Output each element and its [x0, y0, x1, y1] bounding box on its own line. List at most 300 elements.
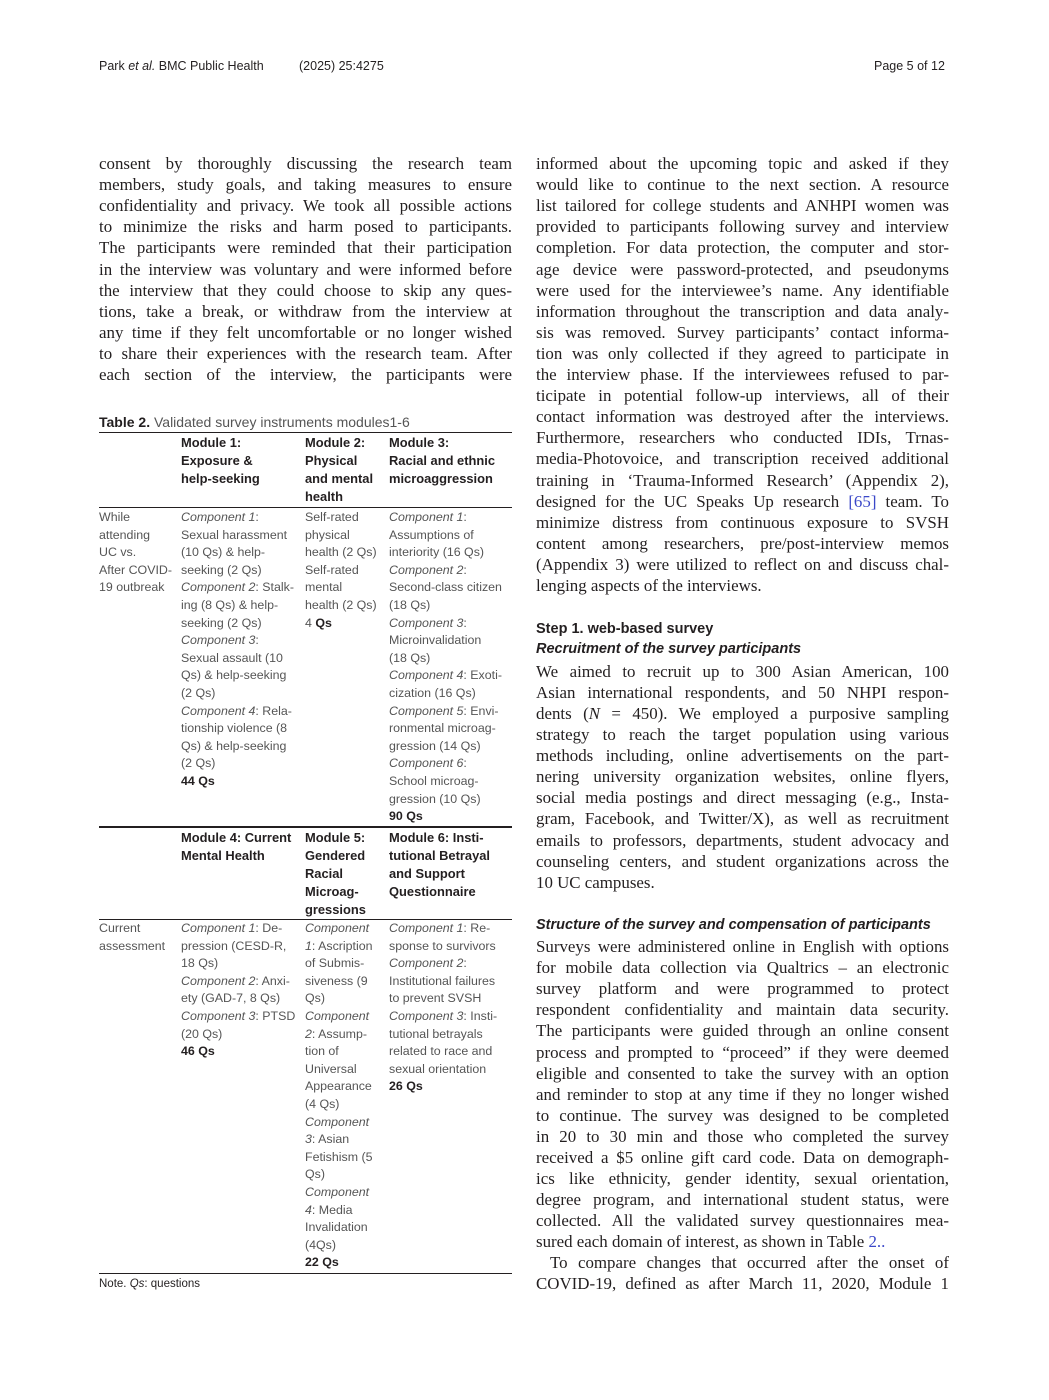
cell-text: Fetishism (5: [305, 1149, 373, 1164]
table-row-label-line: Current: [99, 921, 141, 935]
table-cell-line: [389, 1026, 497, 1044]
cell-text: Assumptions of: [389, 527, 474, 542]
table-cell-line: [181, 738, 294, 756]
cell-text: : Envi-: [463, 703, 499, 718]
component-name: 3: [305, 1132, 312, 1147]
table-cell-line: [181, 615, 294, 633]
header-authors: Park: [99, 59, 129, 73]
cell-text: Microinvalidation: [389, 633, 482, 648]
paragraph-line: to share their experiences with the research team. After: [99, 343, 512, 363]
paragraph-line: provided to participants following survey and interview: [536, 217, 949, 237]
cell-text: :: [463, 956, 467, 971]
cell-text: :: [463, 756, 467, 771]
table-header-line: Gendered: [305, 848, 366, 863]
table-cell-line: [305, 1131, 373, 1149]
paragraph-line: confidentiality and privacy. We took all possible actions: [99, 196, 512, 216]
paragraph-line: sis was removed. Survey participants’ contact informa-: [536, 322, 949, 342]
sample-size-lead: dents (: [536, 704, 589, 723]
table-cell-line: [389, 1043, 497, 1061]
table-row-label-line: attending: [99, 527, 150, 542]
table-cell-line: [305, 1219, 373, 1237]
cell-text: (4Qs): [305, 1237, 336, 1252]
cell-text: (20 Qs): [181, 1026, 223, 1041]
paragraph-line: process and prompted to “proceed” if they were deemed: [536, 1042, 949, 1062]
table-cell-line: [389, 562, 502, 580]
paragraph-line: for mobile data collection via Qualtrics – an electronic: [536, 958, 949, 978]
component-name: Component 4: [181, 703, 256, 718]
sample-size-trail: = 450). We employed a purposive sampling: [599, 704, 949, 723]
paragraph-line: members, study goals, and taking measures to ensure: [99, 175, 512, 195]
paragraph-line: training in ‘Trauma-Informed Research’ (Appendix 2),: [536, 470, 949, 490]
paragraph-line: each section of the interview, the participants were: [99, 365, 512, 384]
table-cell-line: [389, 990, 497, 1008]
component-name: 4: [305, 1202, 312, 1217]
component-name: 2: [305, 1026, 312, 1041]
cell-text: health (2 Qs): [305, 597, 377, 612]
cell-text: (4 Qs): [305, 1096, 340, 1111]
table-cell-line: [181, 720, 294, 738]
table-bottom-rule: [99, 1273, 512, 1274]
table-cell-line: [305, 597, 377, 615]
table-note-abbr: Qs: [129, 1278, 145, 1290]
citation-lead: designed for the UC Speaks Up research: [536, 492, 849, 511]
table-note-text: : questions: [144, 1278, 201, 1290]
header-et-al: et al.: [128, 59, 156, 73]
table-ref-lead: sured each domain of interest, as shown in Table: [536, 1232, 869, 1251]
paragraph-line: content among researchers, pre/post-interview memos: [536, 534, 949, 554]
cell-text: mental: [305, 580, 343, 595]
paragraph-line: emails to professors, departments, student advocacy and: [536, 830, 949, 850]
table-note: [99, 1276, 200, 1292]
paragraph-line: in the interview was voluntary and were informed before: [99, 259, 512, 279]
paragraph-line: counseling centers, and student organizations across the: [536, 851, 949, 871]
paragraph-line: [536, 703, 949, 725]
paragraph-line: ics like ethnicity, gender identity, sexual orientation,: [536, 1169, 949, 1189]
component-name: Component: [305, 1114, 370, 1129]
paragraph-line: [536, 491, 949, 513]
cell-text: Institutional failures: [389, 973, 496, 988]
paragraph-line: social media postings and direct messaging (e.g., Insta-: [536, 788, 949, 808]
paragraph-line: age device were password-protected, and pseudonyms: [536, 259, 949, 279]
paragraph-line: methods including, online advertisements on the part-: [536, 746, 949, 766]
cell-text: :: [463, 562, 467, 577]
cell-text: : Media: [311, 1202, 353, 1217]
table-cell-line: [305, 955, 373, 973]
table-cell-line: [305, 938, 373, 956]
paragraph-line: gram, Facebook, and Twitter/X), as well as recruitment: [536, 809, 949, 829]
table-cell-line: [181, 544, 294, 562]
table-cell-line: [181, 1043, 295, 1061]
cell-text: ing (8 Qs) & help-: [181, 597, 279, 612]
table-cell-line: [389, 703, 502, 721]
cell-text: related to race and: [389, 1044, 493, 1059]
table-header-line: Module 1:: [181, 435, 242, 450]
paragraph-line: Surveys were administered online in English with options: [536, 937, 949, 956]
table-cell-line: [389, 808, 502, 826]
table-cell-line: [305, 615, 377, 633]
table-cell-line: [305, 1008, 373, 1026]
table-cell-module-3: [389, 509, 502, 826]
table-cell-line: [181, 667, 294, 685]
cell-text: (18 Qs): [389, 650, 431, 665]
table-mid-rule: [99, 826, 512, 828]
table-header-line: health: [305, 489, 343, 504]
paragraph-line: information throughout the transcription and data analy-: [536, 301, 949, 321]
table-header-line: Microag-: [305, 884, 359, 899]
cell-text: : Insti-: [463, 1008, 498, 1023]
cell-text: gression (10 Qs): [389, 791, 481, 806]
table-cell-line: [181, 938, 295, 956]
cell-text: Qs) & help-seeking: [181, 738, 287, 753]
paragraph-line: Furthermore, researchers who conducted IDIs, Trnas-: [536, 428, 949, 448]
table-cell-line: [305, 1078, 373, 1096]
table-cell-line: [305, 1096, 373, 1114]
cell-text: : Rela-: [255, 703, 292, 718]
table-cell-line: [181, 973, 295, 991]
table-header-line: Module 5:: [305, 830, 366, 845]
table-cell-line: [389, 955, 497, 973]
cell-text: ronmental microag-: [389, 721, 496, 736]
table-cell-line: [305, 562, 377, 580]
table-cell-line: [305, 1184, 373, 1202]
cell-text: (10 Qs) & help-: [181, 545, 266, 560]
table-cell-line: [181, 955, 295, 973]
table-cell-line: [181, 527, 294, 545]
paragraph-line: to continue. The survey was designed to be completed: [536, 1105, 949, 1125]
paragraph-line: [536, 1231, 949, 1253]
cell-text: (18 Qs): [389, 597, 431, 612]
paragraph-line: consent by thoroughly discussing the research team: [99, 154, 512, 173]
right-column: [536, 153, 949, 1303]
table-cell-line: [181, 990, 295, 1008]
table-cell-line: [181, 1026, 295, 1044]
table-top-rule: [99, 432, 512, 433]
component-name: Component 2: [389, 562, 464, 577]
table-header-line: and mental: [305, 471, 374, 486]
table-caption: Validated survey instruments modules1-6: [153, 414, 410, 430]
table-cell-line: [181, 650, 294, 668]
component-name: Component 1: [389, 921, 464, 935]
paragraph-line: 10 UC campuses.: [536, 872, 655, 892]
table-cell-line: [305, 1202, 373, 1220]
table-row-label-line: While: [99, 510, 130, 524]
cell-text: :: [255, 633, 259, 648]
table-cell-line: [181, 562, 294, 580]
question-total: 90 Qs: [389, 809, 423, 824]
cell-text: : De-: [255, 921, 283, 935]
table-cell-line: [389, 685, 502, 703]
component-name: Component 3: [181, 633, 256, 648]
paragraph-line: tions, take a break, or withdraw from the interview at: [99, 301, 512, 321]
table-header-line: tutional Betrayal: [389, 848, 490, 863]
cell-text: (2 Qs): [181, 756, 216, 771]
question-total: 44 Qs: [181, 773, 215, 788]
running-header: [99, 59, 264, 73]
table-header-line: Module 3:: [389, 435, 450, 450]
paragraph-line: would like to continue to the next section. A resource: [536, 175, 949, 195]
paragraph-line: any time if they felt uncomfortable or no longer wished: [99, 322, 512, 342]
table-header-module-3: [389, 434, 495, 488]
table-header-module-4: [181, 829, 291, 865]
component-name: Component 1: [389, 510, 464, 524]
table-row-label-line: After COVID-: [99, 562, 172, 577]
paragraph-line: media-Photovoice, and transcription received additional: [536, 449, 949, 469]
table-cell-line: [181, 632, 294, 650]
cell-text: Qs): [305, 1167, 325, 1182]
table-header-module-6: [389, 829, 490, 901]
table-cell-line: [389, 1008, 497, 1026]
cell-text: Self-rated: [305, 562, 359, 577]
table-cell-line: [305, 990, 373, 1008]
paragraph-line: informed about the upcoming topic and asked if they: [536, 154, 949, 173]
cell-text: :: [463, 510, 467, 524]
table-header-line: Racial and ethnic: [389, 453, 496, 468]
table-note-prefix: Note.: [99, 1278, 130, 1290]
table-cell-line: [305, 579, 377, 597]
paragraph-line: eligible and consented to take the survey with an option: [536, 1063, 949, 1083]
cell-text: cization (16 Qs): [389, 685, 476, 700]
cell-text: : Asian: [311, 1132, 350, 1147]
paragraph-line: the interview that they could choose to skip any ques-: [99, 280, 512, 300]
component-name: Component 2: [389, 956, 464, 971]
component-name: Component 6: [389, 756, 464, 771]
table-header-module-5: [305, 829, 366, 919]
question-total: 26 Qs: [389, 1079, 423, 1094]
cell-text: tion of: [305, 1044, 339, 1059]
table-cell-line: [305, 1043, 373, 1061]
table-cell-line: [389, 544, 502, 562]
table-cell-line: [389, 791, 502, 809]
table-row-label-current-assessment: [99, 920, 165, 955]
paragraph-line: tion was only collected if they agreed to participate in: [536, 343, 949, 363]
paragraph-line: nering university organization websites, online flyers,: [536, 767, 949, 787]
sample-size-variable: N: [588, 704, 600, 723]
component-name: Component 2: [181, 973, 256, 988]
table-cell-module-5: [305, 920, 373, 1272]
table-cell-line: [389, 667, 502, 685]
section-heading-step-1: Step 1. web-based survey: [536, 621, 714, 637]
component-name: Component: [305, 1008, 370, 1023]
citation-ref-65[interactable]: [65]: [848, 492, 877, 511]
table-cell-line: [305, 527, 377, 545]
table-2-link[interactable]: 2.: [868, 1232, 882, 1251]
table-cell-line: [181, 1008, 295, 1026]
cell-text: : Exoti-: [463, 668, 502, 683]
paragraph-line: Asian international respondents, and 50 NHPI respon-: [536, 683, 949, 703]
question-total: Qs: [315, 615, 332, 630]
component-name: Component: [305, 1184, 370, 1199]
table-cell-line: [305, 973, 373, 991]
table-cell-module-4: [181, 920, 295, 1061]
table-cell-line: [389, 773, 502, 791]
citation-trail: team. To: [876, 492, 949, 511]
component-name: Component 1: [181, 510, 256, 524]
paragraph-line: ticipate in potential follow-up interviews, all of their: [536, 386, 949, 406]
cell-text: seeking (2 Qs): [181, 615, 262, 630]
table-cell-line: [181, 920, 295, 938]
table-header-line: Physical: [305, 453, 358, 468]
cell-text: sexual orientation: [389, 1061, 487, 1076]
table-cell-line: [181, 685, 294, 703]
table-header-line: gressions: [305, 902, 366, 917]
cell-text: gression (14 Qs): [389, 738, 481, 753]
paragraph-line: To compare changes that occurred after the onset of: [550, 1253, 949, 1272]
table-header-line: Mental Health: [181, 848, 265, 863]
paragraph-line: to minimize the risks and harm posed to participants.: [99, 217, 512, 237]
table-cell-line: [389, 738, 502, 756]
cell-text: 4: [305, 615, 316, 630]
table-cell-line: [305, 1114, 373, 1132]
component-name: Component 3: [389, 1008, 464, 1023]
table-cell-line: [389, 1078, 497, 1096]
subsection-heading-recruitment: Recruitment of the survey participants: [536, 641, 802, 657]
cell-text: : Re-: [463, 921, 491, 935]
table-cell-line: [305, 509, 377, 527]
table-header-module-1: [181, 434, 260, 488]
table-header-line: and Support: [389, 866, 465, 881]
cell-text: :: [255, 510, 259, 524]
paragraph-line: contact information was destroyed after the interviews.: [536, 407, 949, 427]
paragraph-line: (Appendix 3) were utilized to reflect on and discuss chal-: [536, 555, 949, 575]
cell-text: : Ascription: [311, 938, 373, 953]
table-cell-line: [305, 1026, 373, 1044]
paragraph-line: strategy to reach the target population using various: [536, 725, 949, 744]
paragraph-line: list tailored for college students and ANHPI women was: [536, 196, 949, 216]
component-name: Component: [305, 921, 370, 935]
cell-text: health (2 Qs): [305, 545, 377, 560]
cell-text: physical: [305, 527, 350, 542]
cell-text: School microag-: [389, 773, 479, 788]
table-cell-line: [389, 597, 502, 615]
cell-text: of Submis-: [305, 956, 365, 971]
cell-text: Invalidation: [305, 1220, 368, 1235]
component-name: Component 4: [389, 668, 464, 683]
table-header-line: Exposure &: [181, 453, 253, 468]
table-header-line: Module 4: Current: [181, 830, 292, 845]
table-cell-line: [389, 509, 502, 527]
table-header-line: Module 2:: [305, 435, 366, 450]
cell-text: to prevent SVSH: [389, 991, 482, 1006]
table-cell-line: [389, 579, 502, 597]
table-cell-line: [389, 632, 502, 650]
table-cell-line: [181, 509, 294, 527]
cell-text: tionship violence (8: [181, 721, 288, 736]
paragraph-line: The participants were reminded that their participation: [99, 238, 512, 258]
component-name: Component 3: [389, 615, 464, 630]
cell-text: interiority (16 Qs): [389, 545, 485, 560]
question-total: 22 Qs: [305, 1255, 339, 1270]
table-cell-module-1: [181, 509, 294, 791]
header-journal: BMC Public Health: [155, 59, 264, 73]
cell-text: ety (GAD-7, 8 Qs): [181, 991, 281, 1006]
paragraph-line: We aimed to recruit up to 300 Asian American, 100: [536, 662, 949, 681]
cell-text: seeking (2 Qs): [181, 562, 262, 577]
cell-text: pression (CESD-R,: [181, 938, 287, 953]
component-name: Component 1: [181, 921, 256, 935]
paragraph-line: and reminder to stop at any time if they no longer wished: [536, 1084, 949, 1104]
cell-text: 18 Qs): [181, 956, 219, 971]
component-name: Component 2: [181, 580, 256, 595]
table-ref-trail: .: [881, 1232, 886, 1251]
table-cell-line: [389, 938, 497, 956]
table-cell-line: [181, 703, 294, 721]
table-cell-line: [181, 755, 294, 773]
table-row-label-line: assessment: [99, 938, 166, 953]
paragraph-line: survey platform and were programmed to protect: [536, 979, 949, 999]
paragraph-line: degree program, and international student status, were: [536, 1190, 949, 1210]
component-name: Component 5: [389, 703, 464, 718]
cell-text: : Assump-: [311, 1026, 367, 1041]
table-cell-line: [305, 1149, 373, 1167]
cell-text: Qs) & help-seeking: [181, 668, 287, 683]
table-cell-line: [389, 720, 502, 738]
paragraph-line: the interview phase. If the interviewees refused to par-: [536, 365, 949, 384]
table-cell-line: [389, 973, 497, 991]
cell-text: :: [463, 615, 467, 630]
component-name: Component 3: [181, 1008, 256, 1023]
cell-text: tutional betrayals: [389, 1026, 483, 1041]
cell-text: Universal: [305, 1061, 357, 1076]
cell-text: Appearance: [305, 1079, 372, 1094]
table-cell-module-2: [305, 509, 377, 632]
table-row-label-line: 19 outbreak: [99, 580, 165, 595]
table-cell-line: [305, 1237, 373, 1255]
table-cell-line: [389, 650, 502, 668]
table-cell-module-6: [389, 920, 497, 1096]
paragraph-line: The participants were guided through an online consent: [536, 1021, 949, 1041]
cell-text: (2 Qs): [181, 685, 216, 700]
cell-text: : Anxi-: [255, 973, 290, 988]
header-page-number: Page 5 of 12: [874, 59, 945, 73]
table-header-module-2: [305, 434, 373, 506]
table-cell-line: [389, 527, 502, 545]
cell-text: Sexual harassment: [181, 527, 288, 542]
table-cell-line: [389, 755, 502, 773]
component-name: 1: [305, 938, 312, 953]
paragraph-line: respondent confidentiality and maintain data security.: [536, 1000, 949, 1020]
table-header-line: help-seeking: [181, 471, 260, 486]
table-row-label-line: UC vs.: [99, 545, 137, 560]
cell-text: : PTSD: [255, 1008, 296, 1023]
table-cell-line: [181, 579, 294, 597]
table-header-line: Module 6: Insti-: [389, 830, 484, 845]
paragraph-line: in 20 to 30 min and those who completed the survey: [536, 1126, 949, 1146]
paragraph-line: received a $5 online gift card code. Data on demograph-: [536, 1148, 949, 1167]
table-cell-line: [181, 773, 294, 791]
cell-text: Sexual assault (10: [181, 650, 283, 665]
cell-text: Self-rated: [305, 510, 359, 524]
paragraph-line: completion. For data protection, the computer and stor-: [536, 238, 949, 258]
table-cell-line: [389, 615, 502, 633]
table-cell-line: [181, 597, 294, 615]
paragraph-line: lenging aspects of the interviews.: [536, 576, 762, 596]
table-label: Table 2.: [99, 414, 151, 430]
cell-text: siveness (9: [305, 973, 368, 988]
paragraph-line: COVID-19, defined as after March 11, 2020, Module 1: [536, 1274, 949, 1294]
table-cell-line: [305, 1061, 373, 1079]
paragraph-line: minimize distress from continuous exposure to SVSH: [536, 513, 949, 532]
paragraph-line: collected. All the validated survey questionnaires mea-: [536, 1211, 949, 1231]
table-row-label-while-attending: [99, 509, 172, 597]
cell-text: : Stalk-: [255, 580, 294, 595]
cell-text: sponse to survivors: [389, 938, 496, 953]
cell-text: Second-class citizen: [389, 580, 502, 595]
table-header-line: Questionnaire: [389, 884, 476, 899]
table-cell-line: [305, 1166, 373, 1184]
paragraph-line: were used for the interviewee’s name. Any identifiable: [536, 280, 949, 300]
cell-text: Qs): [305, 991, 325, 1006]
subsection-heading-structure: Structure of the survey and compensation of participants: [536, 917, 931, 933]
